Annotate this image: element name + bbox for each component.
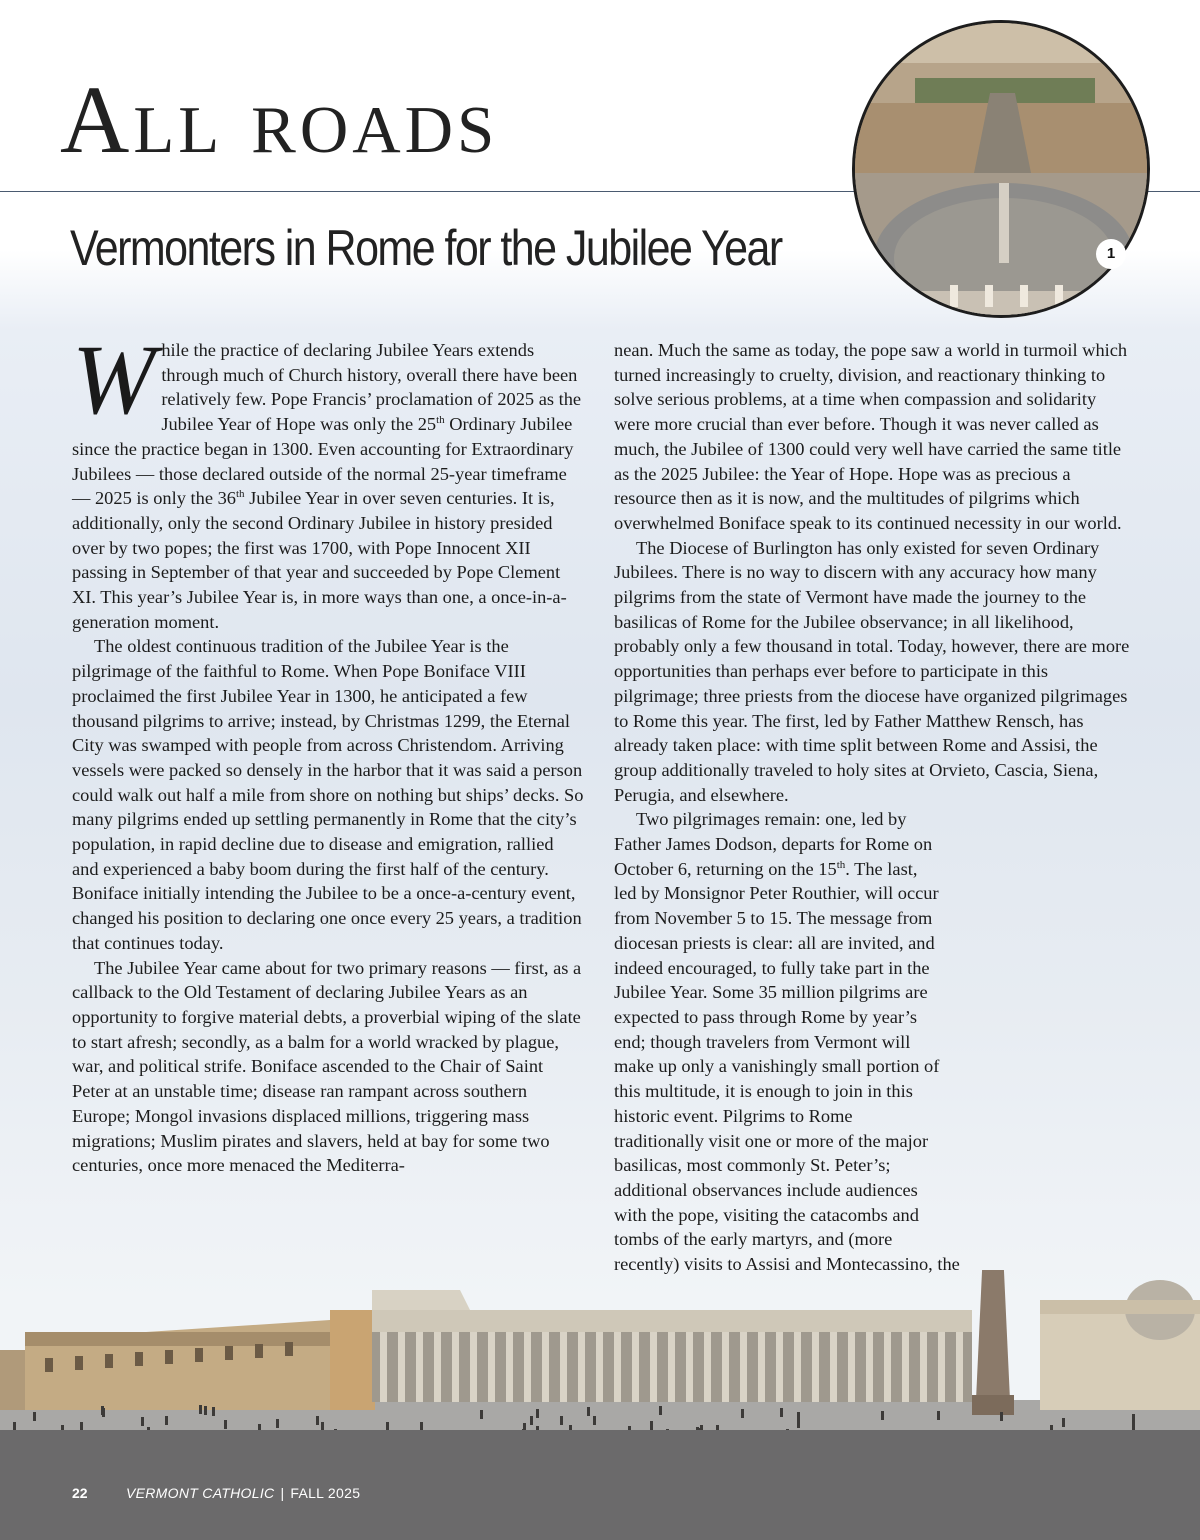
colonnade-column xyxy=(488,1332,495,1402)
colonnade-column xyxy=(524,1332,531,1402)
pedestrian xyxy=(1132,1421,1135,1430)
colonnade-column xyxy=(830,1332,837,1402)
colonnade-column xyxy=(758,1332,765,1402)
text-run: Ordinary Jubilee since the practice began in 1300. Even accounting for Extraordinary Jubilees — those declared outside of the normal 25-year timeframe — 2025 is only the 36 xyxy=(72,414,574,509)
page-number: 22 xyxy=(72,1485,88,1501)
article-paragraph: The Diocese of Burlington has only existed for seven Ordinary Jubilees. There is no way to discern with any accuracy how many pilgrims from the state of Vermont have made the journey to the basilicas of Rome for the Jubilee observance; in all likelihood, probably only a few thousand in total. Today, however, there are more opportunities than perhaps ever before to participate in this pilgrimage; three priests from the diocese have organized pilgrimages to Rome this year. The first, led by Father Matthew Rensch, has already taken place: with time split between Rome and Assisi, the group additionally traveled to holy sites at Orvieto, Cascia, Siena, Perugia, and elsewhere. xyxy=(614,537,1130,805)
article-paragraph xyxy=(72,324,584,634)
publication-credit xyxy=(126,1485,360,1501)
photo-number-badge: 1 xyxy=(1096,239,1126,269)
colonnade-column xyxy=(920,1332,927,1402)
pedestrian xyxy=(33,1412,36,1421)
colonnade-column xyxy=(650,1332,657,1402)
pedestrian xyxy=(199,1405,202,1414)
pedestrian xyxy=(536,1409,539,1418)
colonnade-column xyxy=(956,1332,963,1402)
article-paragraph: The Jubilee Year came about for two primary reasons — first, as a callback to the Old Testament of declaring Jubilee Years as an opportunity to forgive material debts, a proverbial wiping of the slate to start afresh; secondly, as a balm for a world wracked by plague, war, and political strife. Boniface ascended to the Chair of Saint Peter at an unstable time; disease ran rampant across southern Europe; Mongol invasions displaced millions, triggering mass migrations; Muslim pirates and slavers, held at bay for some two centuries, once more menaced the Mediterra- xyxy=(72,957,582,1176)
pedestrian xyxy=(480,1410,483,1419)
page-title: All roads xyxy=(60,66,499,173)
pedestrian xyxy=(212,1407,215,1416)
pedestrian xyxy=(587,1407,590,1416)
colonnade-column xyxy=(470,1332,477,1402)
pedestrian xyxy=(276,1419,279,1428)
colonnade-column xyxy=(632,1332,639,1402)
pedestrian xyxy=(530,1416,533,1425)
superscript: th xyxy=(436,413,445,426)
article-paragraph: The oldest continuous tradition of the Jubilee Year is the pilgrimage of the faithful to Rome. When Pope Boniface VIII proclaimed the first Jubilee Year in 1300, he anticipated a few thousand pilgrims to arrive; instead, by Christmas 1299, the Eternal City was swamped with people from across Christendom. Arriving vessels were packed so densely in the harbor that it was said a person could walk out half a mile from shore on nothing but ships’ decks. So many pilgrims ended up settling permanently in Rome that the city’s population, in rapid decline due to disease and emigration, rallied and experienced a baby boom during the first half of the century. Boniface initially intending the Jubilee to be a once-a-century event, changed his position to declaring one once every 25 years, a tradition that continues today. xyxy=(72,636,584,953)
pedestrian xyxy=(1062,1418,1065,1427)
pedestrian xyxy=(881,1411,884,1420)
text-run: Jubilee Year in over seven centuries. It is, additionally, only the second Ordinary Jubilee in history presided over by two popes; the first was 1700, with Pope Innocent XII passing in September of that year and succeeded by Pope Clement XI. This year’s Jubilee Year is, in more ways than one, a once-in-a-generation moment. xyxy=(72,488,567,632)
colonnade-column xyxy=(722,1332,729,1402)
colonnade-column xyxy=(740,1332,747,1402)
pedestrian xyxy=(224,1420,227,1429)
pedestrian xyxy=(937,1411,940,1420)
text-run: hile the practice of declaring Jubilee Years extends through much of Church history, overall there have been relatively few. Pope Francis’ proclamation of 2025 as the Jubilee Year of Hope was only the 25 xyxy=(161,340,582,435)
drop-cap: W xyxy=(72,324,156,435)
pedestrian xyxy=(780,1408,783,1417)
colonnade-column xyxy=(848,1332,855,1402)
publication-name: VERMONT CATHOLIC xyxy=(126,1485,275,1501)
pedestrian xyxy=(659,1406,662,1415)
colonnade-column xyxy=(812,1332,819,1402)
pedestrian xyxy=(741,1409,744,1418)
text-run: Two pilgrimages remain: one, led by Father James Dodson, departs for Rome on October 6, returning on the 15 xyxy=(614,809,933,879)
colonnade-column xyxy=(902,1332,909,1402)
colonnade-column xyxy=(884,1332,891,1402)
footer-separator: | xyxy=(280,1485,285,1501)
issue-date: FALL 2025 xyxy=(290,1485,361,1501)
colonnade-column xyxy=(794,1332,801,1402)
colonnade-column xyxy=(776,1332,783,1402)
pedestrian xyxy=(316,1416,319,1425)
colonnade-column xyxy=(704,1332,711,1402)
obelisk-wrap-space xyxy=(944,947,1134,1237)
colonnade-column xyxy=(434,1332,441,1402)
pedestrian xyxy=(560,1416,563,1425)
pedestrian xyxy=(650,1421,653,1430)
article-paragraph: nean. Much the same as today, the pope saw a world in turmoil which turned increasingly to cruelty, division, and reactionary thinking to solve serious problems, at a time when compassion and solidarity were more crucial than ever before. Though it was never called as much, the Jubilee of 1300 could very well have carried the same title as the 2025 Jubilee: the Year of Hope. Hope was as precious a resource then as it is now, and the multitudes of pilgrims which overwhelmed Boniface speak to its continued necessity in our world. xyxy=(614,340,1128,533)
colonnade-column xyxy=(542,1332,549,1402)
article-column-2 xyxy=(614,338,1134,1277)
pedestrian xyxy=(797,1419,800,1428)
colonnade-column xyxy=(596,1332,603,1402)
colonnade-column xyxy=(866,1332,873,1402)
pedestrian xyxy=(204,1406,207,1415)
pedestrian xyxy=(141,1417,144,1426)
article-paragraph xyxy=(614,807,1134,1276)
pedestrian xyxy=(102,1408,105,1417)
colonnade-column xyxy=(938,1332,945,1402)
text-run: . The last, led by Monsignor Peter Routhier, will occur from November 5 to 15. The message from diocesan priests is clear: all are invited, and indeed encouraged, to fully take part in the Jubilee Year. Some 35 million pilgrims are expected to pass through Rome by year’s end; though travelers from Vermont will make up only a vanishingly small portion of this multitude, it is enough to join in this historic event. Pilgrims to Rome traditionally visit one or more of the major basilicas, most commonly St. Peter’s; additional observances include audiences with the pope, visiting the catacombs and tombs of the early martyrs, and (more recently) visits to Assisi and Montecassino, the xyxy=(614,858,960,1275)
pedestrian xyxy=(165,1416,168,1425)
colonnade-column xyxy=(560,1332,567,1402)
aerial-photo-saint-peters-square xyxy=(852,20,1150,318)
superscript: th xyxy=(836,858,846,871)
superscript: th xyxy=(235,488,245,501)
pedestrian xyxy=(593,1416,596,1425)
colonnade-column xyxy=(380,1332,387,1402)
pedestrian xyxy=(1000,1412,1003,1421)
colonnade-column xyxy=(578,1332,585,1402)
colonnade-column xyxy=(614,1332,621,1402)
colonnade-column xyxy=(506,1332,513,1402)
colonnade-column xyxy=(398,1332,405,1402)
page-subtitle: Vermonters in Rome for the Jubilee Year xyxy=(70,220,782,276)
colonnade-column xyxy=(452,1332,459,1402)
colonnade-column xyxy=(416,1332,423,1402)
colonnade-column xyxy=(686,1332,693,1402)
colonnade-column xyxy=(668,1332,675,1402)
article-column-1 xyxy=(72,324,584,1178)
